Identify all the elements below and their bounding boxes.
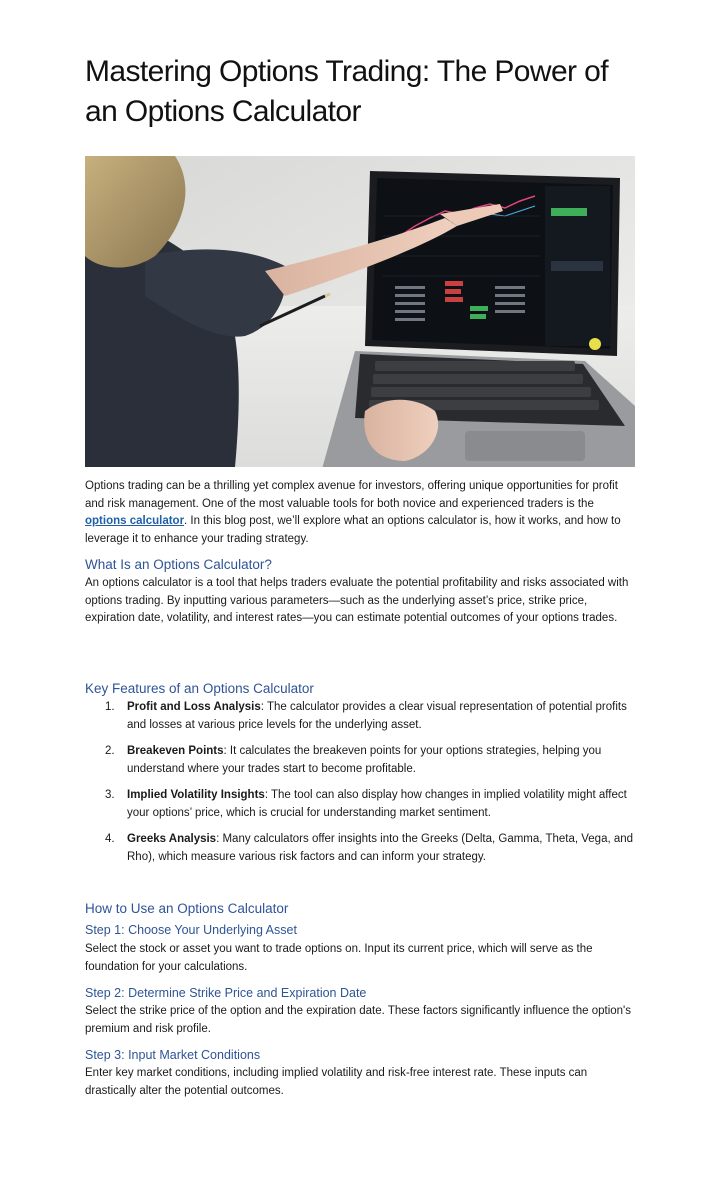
intro-text-end: . In this blog post, we’ll explore what an options calculator is, how it works, and how to leverage it to enhance your trading strategy. bbox=[85, 515, 621, 545]
intro-text-start: Options trading can be a thrilling yet complex avenue for investors, offering unique opportunities for profit and risk management. One of the most valuable tools for both novice and experienced traders is the bbox=[85, 480, 618, 510]
step-2-paragraph: Select the strike price of the option and the expiration date. These factors significantly influence the option's premium and risk profile. bbox=[85, 1005, 632, 1035]
feature-label: Profit and Loss Analysis bbox=[127, 701, 261, 713]
feature-text: : It calculates the breakeven points for your options strategies, helping you understand where your trades start to become profitable. bbox=[127, 745, 602, 775]
step-2-heading: Step 2: Determine Strike Price and Expiration Date bbox=[85, 986, 367, 1000]
feature-text: : The tool can also display how changes in implied volatility might affect your options’ price, which is crucial for understanding market sentiment. bbox=[127, 789, 627, 819]
list-item bbox=[85, 743, 637, 778]
list-number: 1. bbox=[105, 701, 115, 713]
list-number: 4. bbox=[105, 833, 115, 845]
feature-text: : The calculator provides a clear visual representation of potential profits and losses at various price levels for the underlying asset. bbox=[127, 701, 627, 731]
how-to-heading: How to Use an Options Calculator bbox=[85, 901, 289, 916]
list-number: 3. bbox=[105, 789, 115, 801]
step-3-paragraph: Enter key market conditions, including implied volatility and risk-free interest rate. These inputs can drastically alter the potential outcomes. bbox=[85, 1067, 588, 1097]
step-3-heading: Step 3: Input Market Conditions bbox=[85, 1048, 261, 1062]
list-item bbox=[85, 699, 637, 734]
options-calculator-link[interactable]: options calculator bbox=[85, 515, 185, 527]
laptop-trading-chart-photo-icon bbox=[85, 156, 635, 467]
features-heading: Key Features of an Options Calculator bbox=[85, 681, 314, 696]
feature-text: : Many calculators offer insights into the Greeks (Delta, Gamma, Theta, Vega, and Rho), which measure various risk factors and can inform your strategy. bbox=[127, 833, 634, 863]
page-title: Mastering Options Trading: The Power of an Options Calculator bbox=[85, 55, 608, 128]
feature-label: Implied Volatility Insights bbox=[127, 789, 265, 801]
features-list bbox=[85, 699, 637, 875]
list-item bbox=[85, 831, 637, 866]
intro-paragraph bbox=[85, 478, 637, 548]
feature-label: Breakeven Points bbox=[127, 745, 224, 757]
step-1-heading: Step 1: Choose Your Underlying Asset bbox=[85, 923, 297, 937]
what-is-heading: What Is an Options Calculator? bbox=[85, 557, 272, 572]
list-number: 2. bbox=[105, 745, 115, 757]
feature-label: Greeks Analysis bbox=[127, 833, 217, 845]
list-item bbox=[85, 787, 637, 822]
step-1-paragraph: Select the stock or asset you want to trade options on. Input its current price, which will serve as the foundation for your calculations. bbox=[85, 943, 593, 973]
what-is-paragraph: An options calculator is a tool that helps traders evaluate the potential profitability and risks associated with options trading. By inputting various parameters—such as the underlying asset’s price, strike price, expiration date, volatility, and interest rates—you can estimate potential outcomes of your options trades. bbox=[85, 577, 629, 624]
